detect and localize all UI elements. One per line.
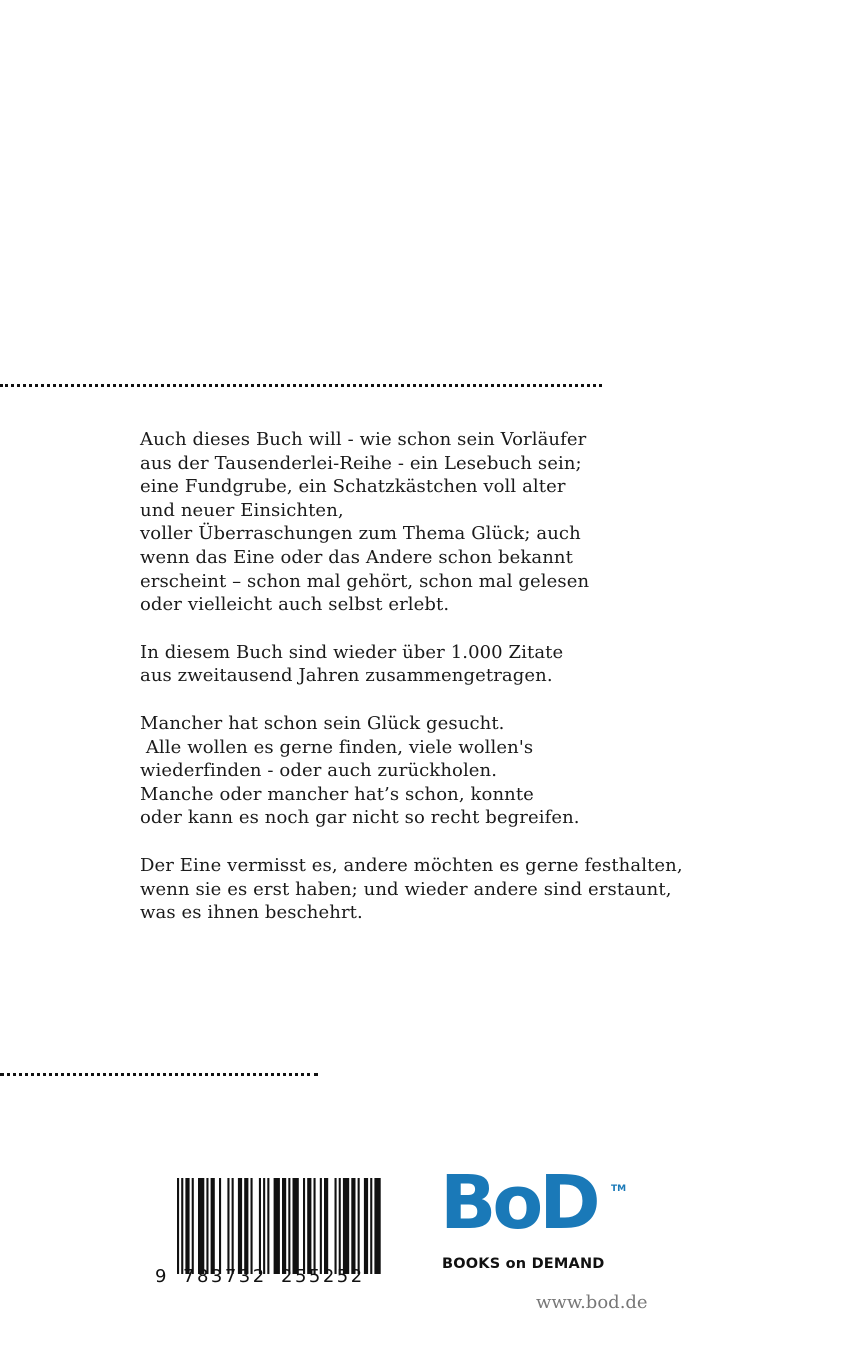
blurb-line: voller Überraschungen zum Thema Glück; auch xyxy=(140,523,581,545)
barcode-bar xyxy=(303,1178,305,1274)
barcode-bar xyxy=(324,1178,328,1274)
barcode-bar xyxy=(232,1178,234,1274)
blurb-paragraph xyxy=(140,641,660,688)
barcode-bars xyxy=(177,1178,381,1274)
trademark-symbol: TM xyxy=(611,1184,627,1194)
barcode-bar xyxy=(211,1178,215,1274)
blurb-line: wiederfinden - oder auch zurückholen. xyxy=(140,760,498,782)
barcode-bar xyxy=(198,1178,204,1274)
barcode-bar xyxy=(307,1178,311,1274)
barcode-bar xyxy=(267,1178,269,1274)
isbn-barcode xyxy=(155,1178,387,1290)
barcode-bar xyxy=(351,1178,355,1274)
blurb-line: In diesem Buch sind wieder über 1.000 Zitate xyxy=(140,641,564,663)
barcode-digit-group-left: 783732 xyxy=(183,1266,267,1287)
blurb-line: Auch dieses Buch will - wie schon sein Vorläufer xyxy=(140,429,587,450)
barcode-bar xyxy=(293,1178,299,1274)
barcode-digits xyxy=(155,1266,387,1288)
barcode-bar xyxy=(320,1178,322,1274)
barcode-bar xyxy=(227,1178,229,1274)
barcode-bar xyxy=(374,1178,380,1274)
blurb-line: aus der Tausenderlei-Reihe - ein Lesebuch sein; xyxy=(140,452,582,474)
barcode-bar xyxy=(263,1178,265,1274)
barcode-bar xyxy=(282,1178,286,1274)
blurb-line: oder kann es noch gar nicht so recht begreifen. xyxy=(140,807,580,829)
barcode-bar xyxy=(358,1178,360,1274)
blurb-paragraph xyxy=(140,428,660,617)
blurb-line: und neuer Einsichten, xyxy=(140,499,344,521)
blurb-line: oder vielleicht auch selbst erlebt. xyxy=(140,594,450,616)
barcode-bar xyxy=(259,1178,261,1274)
barcode-bar xyxy=(177,1178,179,1274)
blurb-line: Alle wollen es gerne finden, viele wollen's xyxy=(140,736,534,758)
barcode-bar xyxy=(181,1178,183,1274)
publisher-url: www.bod.de xyxy=(536,1292,648,1313)
dotted-divider-top xyxy=(0,384,602,387)
blurb-paragraph xyxy=(140,712,660,830)
blurb-line: aus zweitausend Jahren zusammengetragen. xyxy=(140,665,553,687)
barcode-digit-lead: 9 xyxy=(155,1266,167,1287)
barcode-digit-group-right: 255252 xyxy=(281,1266,365,1287)
blurb-line: erscheint – schon mal gehört, schon mal gelesen xyxy=(140,570,590,592)
back-cover-blurb xyxy=(140,428,683,949)
blurb-line: was es ihnen beschehrt. xyxy=(140,902,363,924)
barcode-bar xyxy=(238,1178,242,1274)
barcode-bar xyxy=(274,1178,280,1274)
blurb-paragraph xyxy=(140,854,683,925)
blurb-line: wenn sie es erst haben; und wieder andere sind erstaunt, xyxy=(140,878,672,900)
blurb-line: wenn das Eine oder das Andere schon bekannt xyxy=(140,546,573,568)
publisher-logo xyxy=(440,1160,630,1280)
blurb-line: Der Eine vermisst es, andere möchten es gerne festhalten, xyxy=(140,854,683,876)
dotted-divider-bottom xyxy=(0,1073,318,1076)
publisher-tagline: BOOKS on DEMAND xyxy=(442,1256,605,1272)
blurb-line: eine Fundgrube, ein Schatzkästchen voll alter xyxy=(140,476,566,498)
barcode-bar xyxy=(370,1178,372,1274)
barcode-bar xyxy=(251,1178,253,1274)
barcode-bar xyxy=(288,1178,290,1274)
barcode-bar xyxy=(185,1178,189,1274)
barcode-bar xyxy=(192,1178,194,1274)
blurb-line: Manche oder mancher hat’s schon, konnte xyxy=(140,783,534,805)
barcode-bar xyxy=(335,1178,337,1274)
barcode-bar xyxy=(219,1178,221,1274)
blurb-line: Mancher hat schon sein Glück gesucht. xyxy=(140,712,505,734)
barcode-bar xyxy=(244,1178,248,1274)
barcode-bar xyxy=(364,1178,368,1274)
barcode-bar xyxy=(343,1178,349,1274)
barcode-bar xyxy=(339,1178,341,1274)
barcode-bar xyxy=(314,1178,316,1274)
barcode-bar xyxy=(206,1178,208,1274)
bod-logo-wordmark: BoD xyxy=(440,1160,597,1246)
